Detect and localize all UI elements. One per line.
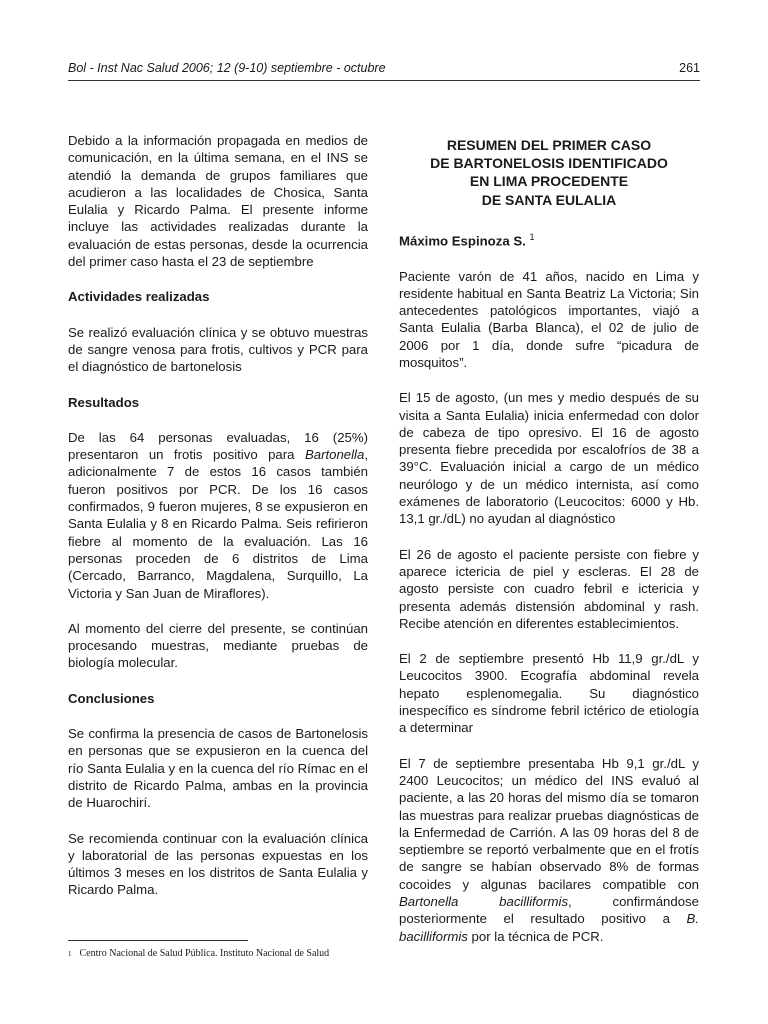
left-column <box>68 132 368 917</box>
title-line: RESUMEN DEL PRIMER CASO <box>446 137 652 153</box>
case-paragraph-5 <box>399 755 699 945</box>
running-header <box>68 61 700 75</box>
conclusions-paragraph-1: Se confirma la presencia de casos de Bartonelosis en personas que se expusieron en la cuenca del río Santa Eulalia y en la cuenca del río Rímac en el distrito de Ricardo Palma, ambas en la provincia de Huarochirí. <box>68 726 368 811</box>
case-paragraph-4: El 2 de septiembre presentó Hb 11,9 gr./dL y Leucocitos 3900. Ecografía abdominal revela hepato esplenomegalia. Su diagnóstico inespecífico es síndrome febril ictérico de etiología a determinar <box>399 651 699 736</box>
author-line <box>399 229 699 250</box>
activities-paragraph: Se realizó evaluación clínica y se obtuvo muestras de sangre venosa para frotis, cultivos y PCR para el diagnóstico de bartonelosis <box>68 324 368 375</box>
author-footnote-mark: 1 <box>529 231 535 242</box>
footnote-mark: 1 <box>68 950 72 958</box>
results-heading: Resultados <box>68 394 140 410</box>
case-text-a: El 7 de septiembre presentaba Hb 9,1 gr./dL y 2400 Leucocitos; un médico del INS evaluó al paciente, a las 20 horas del mismo día se tomaron las muestras para realizar pruebas diagnósticas de la Enfermedad de Carrión. A las 09 horas del 8 de septiembre se reportó verbalmente que en el frotís de sangre se habían observado 8% de formas cocoides y algunas bacilares compatible con <box>399 755 699 892</box>
title-line: DE SANTA EULALIA <box>481 191 617 208</box>
author-name: Máximo Espinoza S. <box>399 233 526 249</box>
header-rule <box>68 80 700 81</box>
activities-heading: Actividades realizadas <box>68 289 210 305</box>
journal-citation: Bol - Inst Nac Salud 2006; 12 (9-10) septiembre - octubre <box>68 61 386 75</box>
title-line: EN LIMA PROCEDENTE <box>469 173 629 190</box>
case-text-b: , confirmándose posteriormente el resultado positivo a <box>399 894 699 927</box>
results-text-post: , adicionalmente 7 de estos 16 casos también fueron positivos por PCR. De los 16 casos confirmados, 9 fueron mujeres, 8 se expusieron en Santa Eulalia y 8 en Ricardo Palma. Seis refirieron fiebre al momento de la evaluación. Las 16 personas proceden de 6 distritos de Lima (Cercado, Barranco, Magdalena, Surquillo, La Victoria y San Juan de Miraflores). <box>68 447 368 601</box>
results-text-pre: De las 64 personas evaluadas, 16 (25%) presentaron un frotis positivo para <box>68 429 368 463</box>
title-line: DE BARTONELOSIS IDENTIFICADO <box>430 155 668 172</box>
footnote <box>68 948 388 960</box>
results-paragraph-2: Al momento del cierre del presente, se continúan procesando muestras, mediante pruebas de biología molecular. <box>68 620 368 671</box>
case-paragraph-2: El 15 de agosto, (un mes y medio después de su visita a Santa Eulalia) inicia enfermedad con dolor de cabeza de tipo opresivo. El 16 de agosto presenta fiebre precedida por escalofríos de 38 a 39°C. Evaluación inicial a cargo de un médico neurólogo y de un médico internista, así como exámenes de laboratorio (Leucocitos: 6000 y Hb. 13,1 gr./dL) no ayudan al diagnóstico <box>399 390 699 527</box>
conclusions-heading: Conclusiones <box>68 690 155 706</box>
right-column <box>399 136 699 963</box>
footnote-text: Centro Nacional de Salud Pública. Instituto Nacional de Salud <box>79 948 330 959</box>
case-paragraph-1: Paciente varón de 41 años, nacido en Lima y residente habitual en Santa Beatriz La Victoria; Sin antecedentes patológicos importantes, viajó a Santa Eulalia (Barba Blanca), el 02 de julio de 2006 por 1 día, donde sufre “picadura de mosquitos”. <box>399 268 699 370</box>
case-text-c: por la técnica de PCR. <box>467 928 604 944</box>
article-title <box>399 136 699 209</box>
case-text-species-1: Bartonella bacilliformis <box>399 894 569 909</box>
page-number: 261 <box>679 61 700 75</box>
case-text-species-2: B. bacilliformis <box>399 911 699 944</box>
footnote-rule <box>68 940 248 941</box>
conclusions-paragraph-2: Se recomienda continuar con la evaluación clínica y laboratorial de las personas expuestas en los últimos 3 meses en los distritos de Santa Eulalia y Ricardo Palma. <box>68 830 368 898</box>
results-paragraph-1 <box>68 429 368 602</box>
intro-paragraph: Debido a la información propagada en medios de comunicación, en la última semana, en el INS se atendió la demanda de grupos familiares que acudieron a las localidades de Chosica, Santa Eulalia y Ricardo Palma. El presente informe incluye las actividades realizadas durante la evaluación de estas personas, desde la ocurrencia del primer caso hasta el 23 de septiembre <box>68 133 368 270</box>
results-text-species: Bartonella <box>304 447 365 463</box>
case-paragraph-3: El 26 de agosto el paciente persiste con fiebre y aparece ictericia de piel y escleras. El 28 de agosto persiste con cuadro febril e ictericia y presenta además distensión abdominal y rash. Recibe atención en diferentes establecimientos. <box>399 546 699 631</box>
